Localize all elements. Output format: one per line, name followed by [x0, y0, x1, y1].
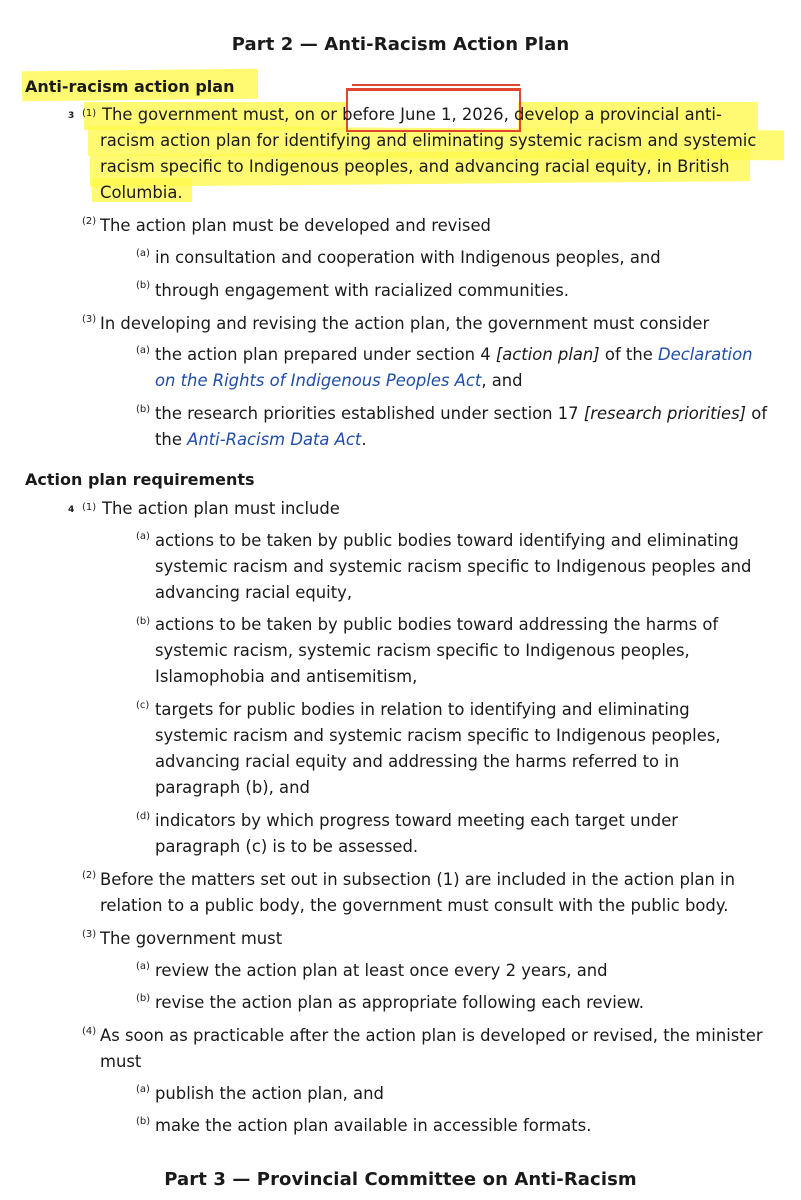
s4-1a-mark: (a) [136, 531, 150, 542]
s4-1c-mark: (c) [136, 700, 150, 711]
s4-1a-line2: systemic racism and systemic racism specific to Indigenous peoples and [155, 557, 752, 576]
s3-3-text: In developing and revising the action plan, the government must consider [100, 314, 710, 333]
s3-3b-pre: the research priorities established under section 17 [155, 404, 584, 423]
s3-2-text: The action plan must be developed and revised [100, 216, 491, 235]
s4-4b-mark: (b) [136, 1116, 151, 1127]
s4-3a-mark: (a) [136, 961, 150, 972]
s3-3b-ital: [research priorities] [583, 404, 747, 423]
s3-2b-text: through engagement with racialized communities. [155, 281, 569, 300]
s4-1c-line3: advancing racial equity and addressing the harms referred to in [155, 752, 680, 771]
s4-1b-line1: actions to be taken by public bodies toward addressing the harms of [155, 615, 719, 634]
s3-3b-mark: (b) [136, 404, 151, 415]
s3-3b-mid: of [746, 404, 768, 423]
s4-3b-mark: (b) [136, 993, 151, 1004]
s3-3b-post: . [361, 430, 367, 449]
s4-1d-mark: (d) [136, 811, 151, 822]
s4-4b-text: make the action plan available in accessible formats. [155, 1116, 592, 1135]
s3-3a-mid: of the [599, 345, 659, 364]
s4-1d-line2: paragraph (c) is to be assessed. [155, 837, 419, 856]
s4-2-line1: Before the matters set out in subsection (1) are included in the action plan in [100, 870, 735, 889]
s4-4a-text: publish the action plan, and [155, 1084, 384, 1103]
s3-3a-line2 [155, 368, 523, 394]
s3-1-line2: racism action plan for identifying and eliminating systemic racism and systemic [100, 131, 757, 150]
date-annotation-stroke [352, 84, 520, 86]
s4-1-text: The action plan must include [102, 499, 340, 518]
s3-3b-line2 [155, 427, 367, 453]
s3-3b-line1 [155, 401, 767, 427]
declaration-act-link[interactable]: on the Rights of Indigenous Peoples Act [155, 371, 482, 390]
section-4-heading: Action plan requirements [25, 470, 255, 489]
s4-4a-mark: (a) [136, 1084, 150, 1095]
part-2-title: Part 2 — Anti-Racism Action Plan [231, 34, 570, 55]
s4-1d-line1: indicators by which progress toward meeting each target under [155, 811, 679, 830]
s3-1-line3: racism specific to Indigenous peoples, and advancing racial equity, in British [100, 157, 730, 176]
section-3-heading: Anti-racism action plan [25, 77, 235, 96]
s3-1-mark: (1) [82, 108, 97, 119]
s3-3a-ital: [action plan] [495, 345, 600, 364]
s3-3b-the: the [155, 430, 188, 449]
s4-2-mark: (2) [82, 870, 97, 881]
s4-1c-line1: targets for public bodies in relation to identifying and eliminating [155, 700, 690, 719]
s4-1a-line3: advancing racial equity, [155, 583, 353, 602]
s4-1-mark: (1) [82, 502, 97, 513]
s4-1a-line1: actions to be taken by public bodies toward identifying and eliminating [155, 531, 739, 550]
s4-4-mark: (4) [82, 1026, 97, 1037]
part-3-title: Part 3 — Provincial Committee on Anti-Racism [164, 1169, 637, 1190]
s4-1b-line3: Islamophobia and antisemitism, [155, 667, 418, 686]
section-4-number: 4 [68, 505, 75, 515]
s4-3a-text: review the action plan at least once every 2 years, and [155, 961, 608, 980]
s4-3-mark: (3) [82, 929, 97, 940]
declaration-link[interactable]: Declaration [658, 345, 753, 364]
s3-2a-text: in consultation and cooperation with Indigenous peoples, and [155, 248, 661, 267]
s4-1b-mark: (b) [136, 616, 151, 627]
s3-3-mark: (3) [82, 314, 97, 325]
s3-3a-mark: (a) [136, 345, 150, 356]
s4-1c-line2: systemic racism and systemic racism specific to Indigenous peoples, [155, 726, 721, 745]
s3-3a-pre: the action plan prepared under section 4 [155, 345, 496, 364]
s3-3a-line1 [155, 342, 753, 368]
anti-racism-data-act-link[interactable]: Anti-Racism Data Act [187, 430, 362, 449]
s4-1b-line2: systemic racism, systemic racism specific to Indigenous peoples, [155, 641, 690, 660]
s3-1-line1: The government must, on or before June 1, 2026, develop a provincial anti- [102, 105, 722, 124]
s3-1-line4: Columbia. [100, 183, 183, 202]
s3-2a-mark: (a) [136, 248, 150, 259]
s4-4-line2: must [100, 1052, 142, 1071]
s3-3a-post: , and [481, 371, 523, 390]
s3-2b-mark: (b) [136, 280, 151, 291]
s4-3b-text: revise the action plan as appropriate following each review. [155, 993, 644, 1012]
s4-2-line2: relation to a public body, the government must consult with the public body. [100, 896, 729, 915]
s4-3-text: The government must [100, 929, 283, 948]
s4-4-line1: As soon as practicable after the action plan is developed or revised, the minister [100, 1026, 763, 1045]
section-3-number: 3 [68, 111, 75, 121]
s3-2-mark: (2) [82, 216, 97, 227]
s4-1c-line4: paragraph (b), and [155, 778, 310, 797]
